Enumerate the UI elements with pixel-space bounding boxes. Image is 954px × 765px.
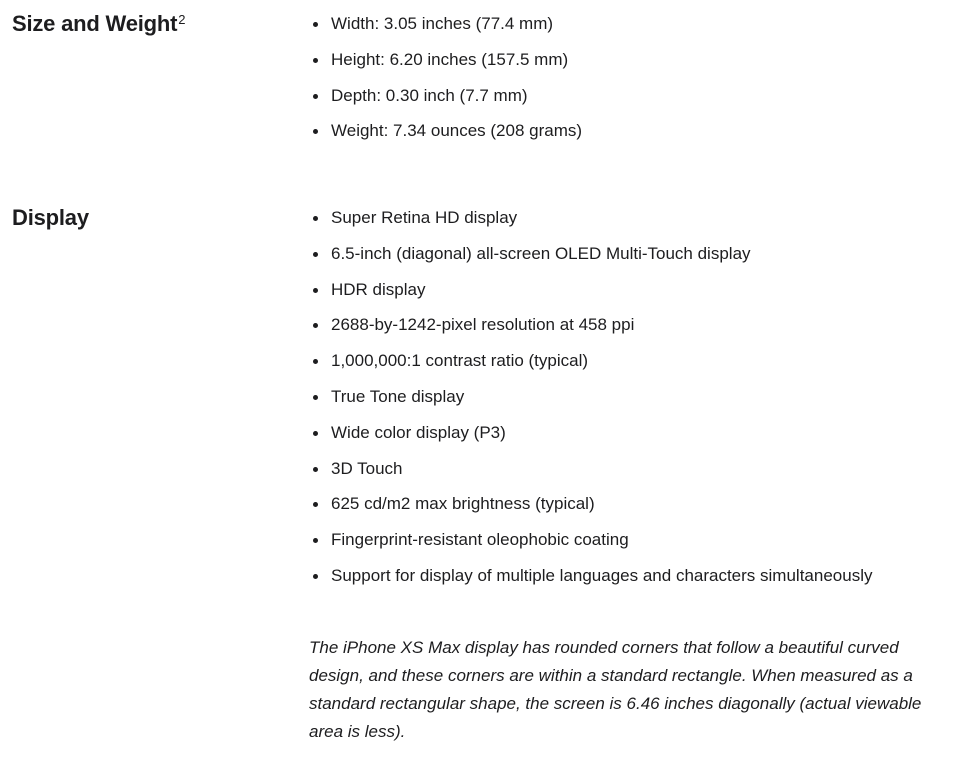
size-weight-list (309, 10, 929, 153)
spec-item-resolution: 2688-by-1242-pixel resolution at 458 ppi (309, 311, 929, 339)
spec-item-weight: Weight: 7.34 ounces (208 grams) (309, 117, 929, 145)
spec-item-contrast: 1,000,000:1 contrast ratio (typical) (309, 347, 929, 375)
spec-item-width: Width: 3.05 inches (77.4 mm) (309, 10, 929, 38)
spec-item-hdr: HDR display (309, 276, 929, 304)
spec-item-display-type: Super Retina HD display (309, 204, 929, 232)
spec-item-depth: Depth: 0.30 inch (7.7 mm) (309, 82, 929, 110)
footnote-marker[interactable]: 2 (178, 12, 186, 27)
spec-item-languages: Support for display of multiple languages and characters simultaneously (309, 562, 929, 590)
spec-item-coating: Fingerprint-resistant oleophobic coating (309, 526, 929, 554)
spec-item-screen-size: 6.5-inch (diagonal) all-screen OLED Multi-Touch display (309, 240, 929, 268)
display-heading: Display (12, 205, 89, 230)
spec-item-height: Height: 6.20 inches (157.5 mm) (309, 46, 929, 74)
display-footnote: The iPhone XS Max display has rounded corners that follow a beautiful curved design, and these corners are within a standard rectangle. When measured as a standard rectangular shape, the screen is 6.46 inches diagonally (actual viewable area is less). (309, 638, 922, 741)
spec-item-brightness: 625 cd/m2 max brightness (typical) (309, 490, 929, 518)
display-list (309, 204, 929, 598)
size-weight-heading (12, 10, 185, 38)
spec-item-wide-color: Wide color display (P3) (309, 419, 929, 447)
spec-item-true-tone: True Tone display (309, 383, 929, 411)
spec-item-3d-touch: 3D Touch (309, 455, 929, 483)
size-weight-title: Size and Weight (12, 11, 178, 36)
